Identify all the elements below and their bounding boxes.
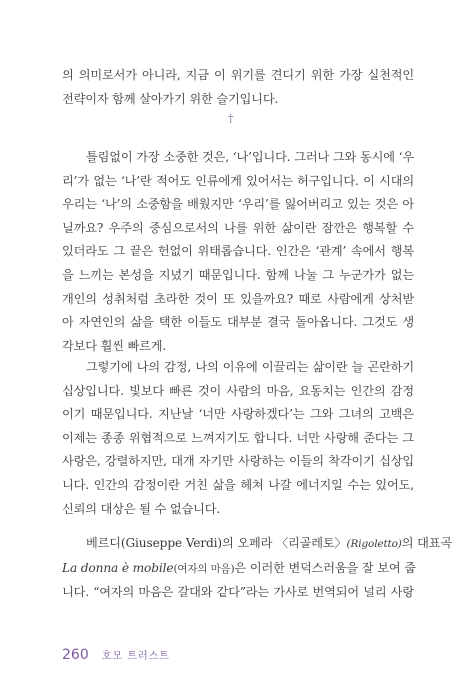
line-end-text: 은 이러한 변덕스러움을 잘 보여 줍 <box>234 560 416 575</box>
text-line: 리’가 없는 ‘나’란 적어도 인류에게 있어서는 허구입니다. 이 시대의 <box>62 173 414 188</box>
paragraph-3 <box>62 532 452 605</box>
text-line: 의 의미로서가 아니라, 지금 이 위기를 견디기 위한 가장 실천적인 <box>62 68 414 82</box>
page-number: 260 <box>62 647 89 663</box>
text-line: 사랑은, 강렬하지만, 대개 자기만 사랑하는 이들의 착각이기 십상입 <box>62 454 414 469</box>
text-line: 니다. “여자의 마음은 갈대와 같다”라는 가사로 번역되어 널리 사랑 <box>62 585 414 600</box>
text-line: 틀림없이 가장 소중한 것은, ‘나’입니다. 그러나 그와 동시에 ‘우 <box>86 150 414 164</box>
aria-translation: (여자의 마음) <box>173 562 235 575</box>
text-line: 이기 때문입니다. 지난날 ‘너만 사랑하겠다’는 그와 그녀의 고백은 <box>62 407 414 422</box>
text-line: 닐까요? 우주의 중심으로서의 나를 위한 삶이란 잠깐은 행복할 수 <box>62 220 414 235</box>
text-line: 각보다 훨씬 빠르게. <box>62 338 167 353</box>
running-title: 호모 트러스트 <box>101 651 170 662</box>
text-line: 있더라도 그 끝은 헌없이 위태롭습니다. 인간은 ‘관계’ 속에서 행복 <box>62 244 414 259</box>
text-line <box>62 557 414 582</box>
text-line: 아 자연인의 삶을 택한 이들도 대부분 결국 돌아옵니다. 그것도 생 <box>62 315 414 330</box>
section-divider-dagger-icon: † <box>228 112 234 125</box>
paragraph-2 <box>62 356 414 521</box>
text-line: 우리는 ‘나’의 소중함을 배웠지만 ‘우리’를 잃어버리고 있는 것은 아 <box>62 197 414 212</box>
text-line <box>62 532 452 557</box>
text-line: 이제는 종종 위협적으로 느껴지기도 합니다. 너만 사랑해 준다는 그 <box>62 430 414 445</box>
verdi-text: 베르디(Giuseppe Verdi)의 오페라 〈리골레토〉 <box>86 536 347 550</box>
rigoletto-title: (Rigoletto) <box>346 538 402 550</box>
text-line: 을 느끼는 본성을 지녔기 때문입니다. 함께 나눌 그 누군가가 없는 <box>62 267 414 282</box>
text-line: 십상입니다. 빛보다 빠른 것이 사람의 마음, 요동치는 인간의 감정 <box>62 383 414 398</box>
aria-title: La donna è mobile <box>62 560 174 575</box>
text-line: 전략이자 함께 살아가기 위한 슬기입니다. <box>62 91 279 106</box>
text-line: 니다. 인간의 감정이란 거친 삶을 헤쳐 나갈 에너지일 수는 있어도, <box>62 477 414 492</box>
line-end-text: 의 대표곡 <box>401 536 452 550</box>
text-line: 개인의 성취처럼 초라한 것이 또 있을까요? 때로 사람에게 상처받 <box>62 291 414 306</box>
paragraph-1 <box>62 146 414 358</box>
text-line: 신뢰의 대상은 될 수 없습니다. <box>62 501 221 516</box>
page-footer <box>62 644 170 663</box>
text-line: 그렇기에 나의 감정, 나의 이유에 이끌리는 삶이란 늘 곤란하기 <box>86 360 414 374</box>
intro-paragraph <box>62 64 414 111</box>
